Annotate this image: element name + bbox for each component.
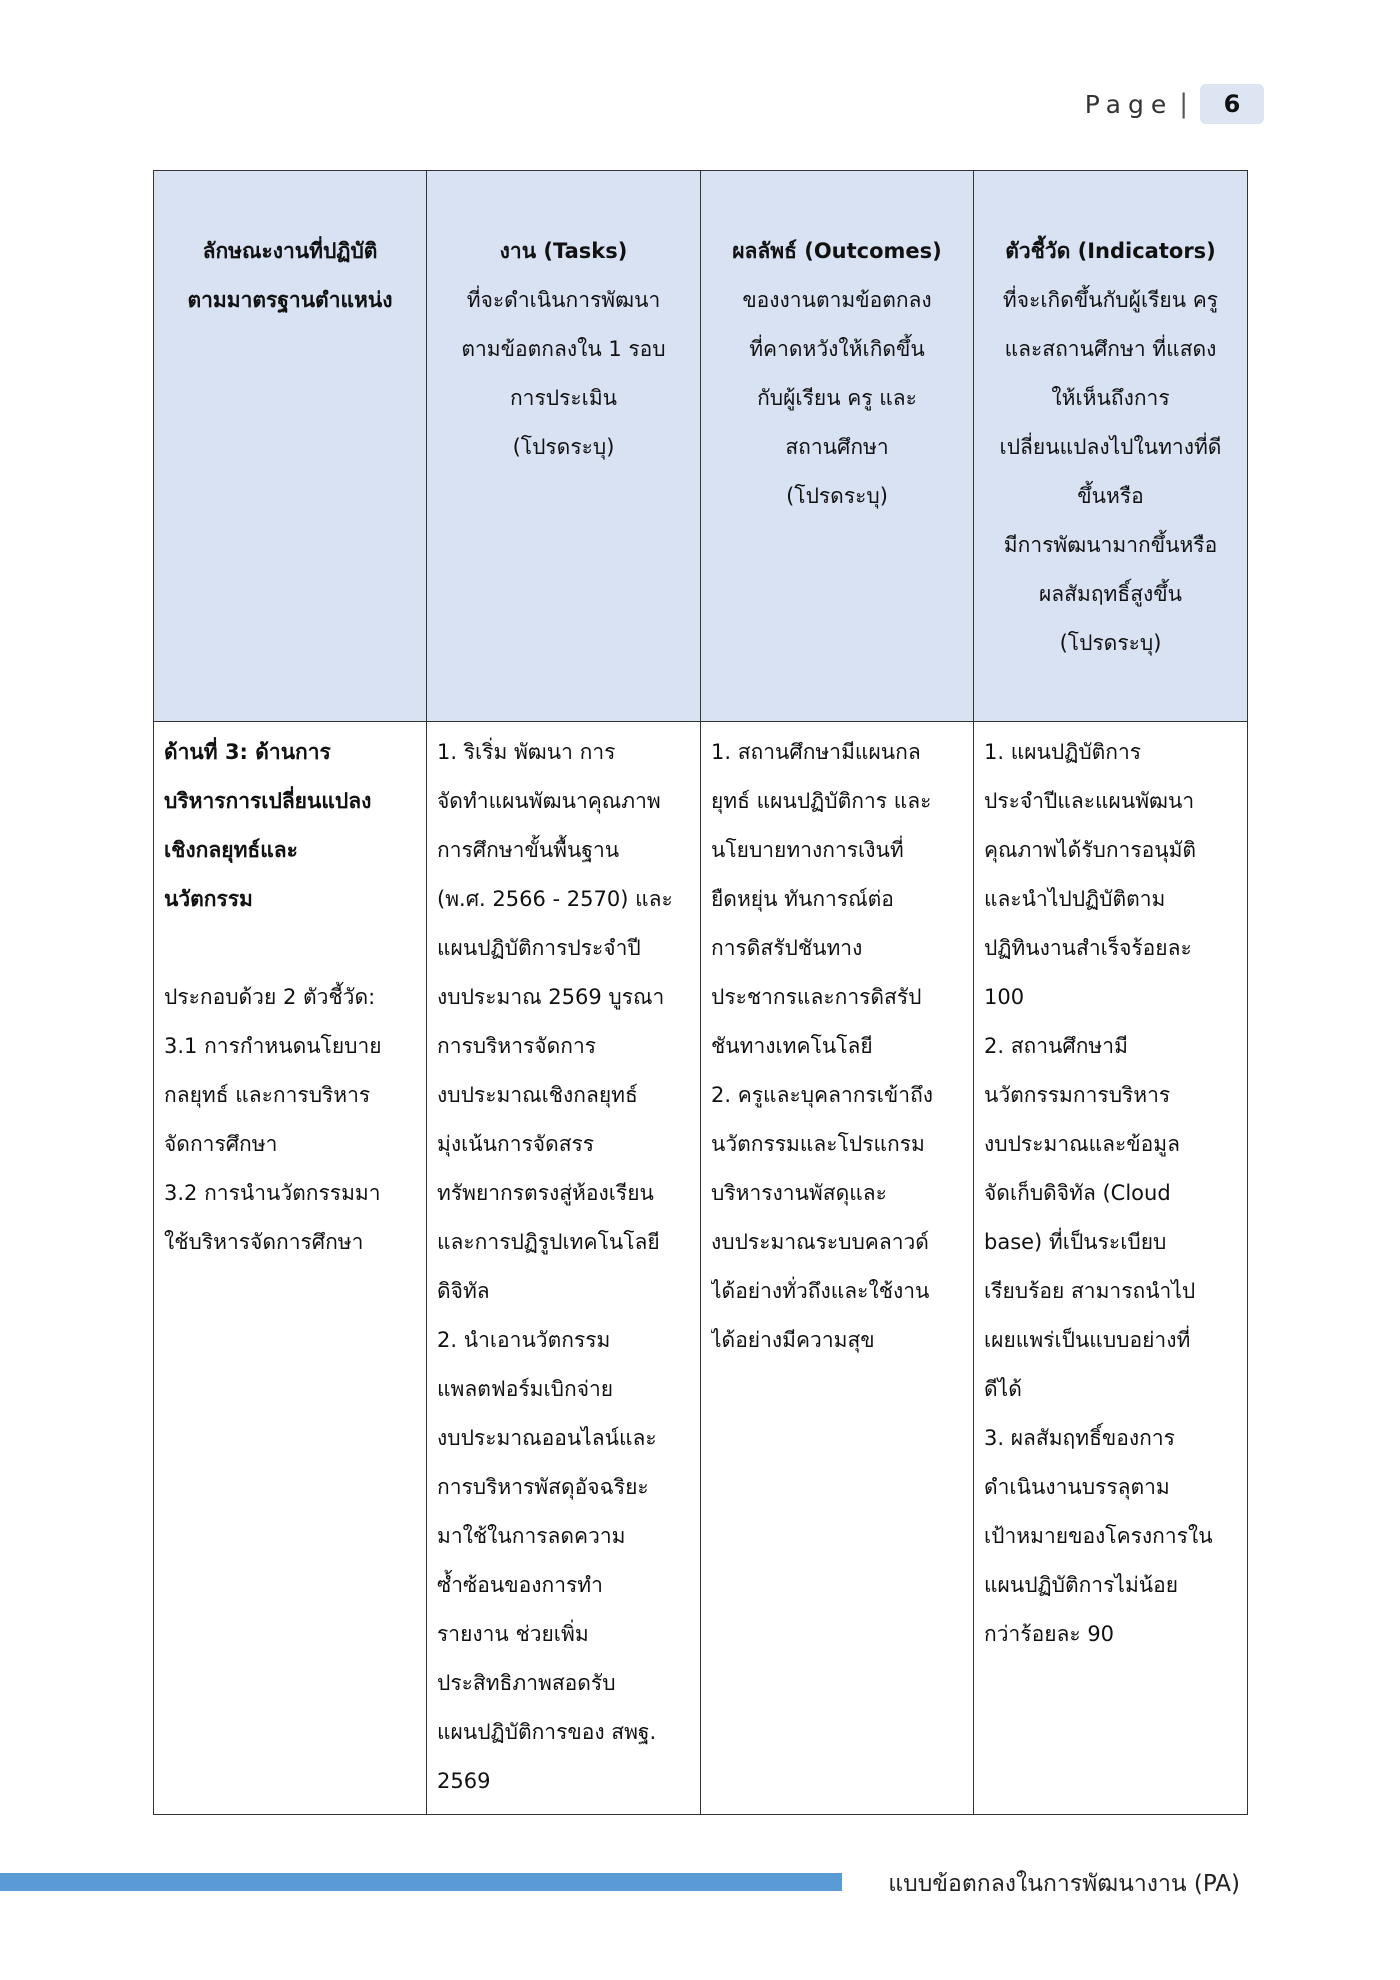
- text-line: รายงาน ช่วยเพิ่ม: [437, 1622, 589, 1646]
- text-line: การศึกษาขั้นพื้นฐาน: [437, 838, 620, 862]
- text-line: ได้อย่างมีความสุข: [711, 1328, 875, 1352]
- text-line: จัดการศึกษา: [164, 1132, 278, 1156]
- text-line: แพลตฟอร์มเบิกจ่าย: [437, 1377, 614, 1401]
- text-line: บริหารการเปลี่ยนแปลง: [164, 789, 372, 813]
- text-line: กลยุทธ์ และการบริหาร: [164, 1083, 371, 1107]
- text-line: งบประมาณออนไลน์และ: [437, 1426, 657, 1450]
- text-line: ด้านที่ 3: ด้านการ: [164, 740, 331, 764]
- text-line: ดิจิทัล: [437, 1279, 490, 1303]
- text-line: กว่าร้อยละ 90: [984, 1622, 1115, 1646]
- text-line: เชิงกลยุทธ์และ: [164, 838, 298, 862]
- text-line: ที่จะดำเนินการพัฒนา: [466, 288, 661, 312]
- text-line: ประสิทธิภาพสอดรับ: [437, 1671, 616, 1695]
- text-line: งบประมาณและข้อมูล: [984, 1132, 1180, 1156]
- text-line: ที่คาดหวังให้เกิดขึ้น: [749, 337, 925, 361]
- text-line: ลักษณะงานที่ปฏิบัติ: [202, 239, 378, 263]
- text-line: ผลสัมฤทธิ์สูงขึ้น: [1039, 582, 1182, 606]
- header-row: [154, 171, 1248, 722]
- header-job-characteristics: [154, 171, 427, 722]
- cell-tasks: [427, 722, 701, 1815]
- table-row: [154, 722, 1248, 1815]
- text-line: ยืดหยุ่น ทันการณ์ต่อ: [711, 887, 894, 911]
- text-line: 2. สถานศึกษามี: [984, 1034, 1128, 1058]
- text-line: กับผู้เรียน ครู และ: [757, 386, 917, 410]
- page-number: 6: [1200, 84, 1264, 124]
- text-line: 3.2 การนำนวัตกรรมมา: [164, 1181, 381, 1205]
- text-line: ตามข้อตกลงใน 1 รอบ: [461, 337, 666, 361]
- text-line: ใช้บริหารจัดการศึกษา: [164, 1230, 364, 1254]
- text-line: การบริหารจัดการ: [437, 1034, 597, 1058]
- text-line: งบประมาณ 2569 บูรณา: [437, 985, 665, 1009]
- text-line: แผนปฏิบัติการของ สพฐ.: [437, 1720, 657, 1744]
- domain-title: [164, 728, 416, 924]
- text-line: งบประมาณระบบคลาวด์: [711, 1230, 929, 1254]
- text-line: งาน (Tasks): [499, 239, 628, 263]
- pa-agreement-table: [153, 170, 1248, 1815]
- footer-bar: [0, 1873, 842, 1891]
- text-line: 3. ผลสัมฤทธิ์ของการ: [984, 1426, 1175, 1450]
- text-line: งบประมาณเชิงกลยุทธ์: [437, 1083, 638, 1107]
- text-line: บริหารงานพัสดุและ: [711, 1181, 887, 1205]
- header-tasks: [427, 171, 701, 722]
- text-line: การบริหารพัสดุอัจฉริยะ: [437, 1475, 649, 1499]
- text-line: ได้อย่างทั่วถึงและใช้งาน: [711, 1279, 930, 1303]
- text-line: ทรัพยากรตรงสู่ห้องเรียน: [437, 1181, 654, 1205]
- text-line: และสถานศึกษา ที่แสดง: [1004, 337, 1217, 361]
- text-line: เผยแพร่เป็นแบบอย่างที่: [984, 1328, 1191, 1352]
- text-line: นวัตกรรมการบริหาร: [984, 1083, 1171, 1107]
- text-line: สถานศึกษา: [785, 435, 889, 459]
- text-line: และนำไปปฏิบัติตาม: [984, 887, 1166, 911]
- text-line: 2. นำเอานวัตกรรม: [437, 1328, 611, 1352]
- text-line: 1. แผนปฏิบัติการ: [984, 740, 1142, 764]
- text-line: ดำเนินงานบรรลุตาม: [984, 1475, 1170, 1499]
- text-line: ของงานตามข้อตกลง: [742, 288, 932, 312]
- page-separator: |: [1179, 89, 1188, 119]
- text-line: 1. สถานศึกษามีแผนกล: [711, 740, 921, 764]
- text-line: ผลลัพธ์ (Outcomes): [732, 239, 942, 263]
- header-outcomes: [701, 171, 974, 722]
- text-line: ที่จะเกิดขึ้นกับผู้เรียน ครู: [1002, 288, 1219, 312]
- text-line: 1. ริเริ่ม พัฒนา การ: [437, 740, 616, 764]
- cell-outcomes: [701, 722, 974, 1815]
- text-line: (โปรดระบุ): [1059, 631, 1162, 655]
- cell-domain: [154, 722, 427, 1815]
- text-line: แผนปฏิบัติการไม่น้อย: [984, 1573, 1179, 1597]
- text-line: ให้เห็นถึงการ: [1051, 386, 1170, 410]
- header-indicators: [974, 171, 1248, 722]
- domain-indicators: [164, 973, 416, 1267]
- text-line: ปฏิทินงานสำเร็จร้อยละ: [984, 936, 1192, 960]
- text-line: นวัตกรรม: [164, 887, 253, 911]
- text-line: base) ที่เป็นระเบียบ: [984, 1230, 1167, 1254]
- text-line: คุณภาพได้รับการอนุมัติ: [984, 838, 1197, 862]
- text-line: 3.1 การกำหนดนโยบาย: [164, 1034, 382, 1058]
- text-line: การประเมิน: [509, 386, 618, 410]
- page-header: [1085, 84, 1264, 124]
- text-line: นวัตกรรมและโปรแกรม: [711, 1132, 925, 1156]
- text-line: มาใช้ในการลดความ: [437, 1524, 626, 1548]
- text-line: 100: [984, 985, 1025, 1009]
- page-label: Page: [1084, 89, 1174, 119]
- text-line: การดิสรัปชันทาง: [711, 936, 863, 960]
- text-line: (โปรดระบุ): [512, 435, 615, 459]
- text-line: จัดทำแผนพัฒนาคุณภาพ: [437, 789, 661, 813]
- text-line: แผนปฏิบัติการประจำปี: [437, 936, 641, 960]
- text-line: มุ่งเน้นการจัดสรร: [437, 1132, 595, 1156]
- text-line: ยุทธ์ แผนปฏิบัติการ และ: [711, 789, 932, 813]
- text-line: เปลี่ยนแปลงไปในทางที่ดี: [999, 435, 1222, 459]
- text-line: ตามมาตรฐานตำแหน่ง: [187, 288, 393, 312]
- text-line: และการปฏิรูปเทคโนโลยี: [437, 1230, 660, 1254]
- text-line: 2. ครูและบุคลากรเข้าถึง: [711, 1083, 934, 1107]
- text-line: ขึ้นหรือ: [1077, 484, 1144, 508]
- text-line: ประชากรและการดิสรัป: [711, 985, 922, 1009]
- text-line: นโยบายทางการเงินที่: [711, 838, 904, 862]
- text-line: ดีได้: [984, 1377, 1022, 1401]
- text-line: มีการพัฒนามากขึ้นหรือ: [1003, 533, 1218, 557]
- text-line: (โปรดระบุ): [786, 484, 888, 508]
- text-line: จัดเก็บดิจิทัล (Cloud: [984, 1181, 1171, 1205]
- text-line: เรียบร้อย สามารถนำไป: [984, 1279, 1196, 1303]
- text-line: 2569: [437, 1769, 491, 1793]
- cell-indicators: [974, 722, 1248, 1815]
- text-line: ซ้ำซ้อนของการทำ: [437, 1573, 603, 1597]
- text-line: เป้าหมายของโครงการใน: [984, 1524, 1213, 1548]
- text-line: ประกอบด้วย 2 ตัวชี้วัด:: [164, 985, 376, 1009]
- text-line: ประจำปีและแผนพัฒนา: [984, 789, 1195, 813]
- text-line: ตัวชี้วัด (Indicators): [1005, 239, 1216, 263]
- text-line: (พ.ศ. 2566 - 2570) และ: [437, 887, 673, 911]
- footer-title: แบบข้อตกลงในการพัฒนางาน (PA): [888, 1871, 1240, 1897]
- text-line: ชันทางเทคโนโลยี: [711, 1034, 873, 1058]
